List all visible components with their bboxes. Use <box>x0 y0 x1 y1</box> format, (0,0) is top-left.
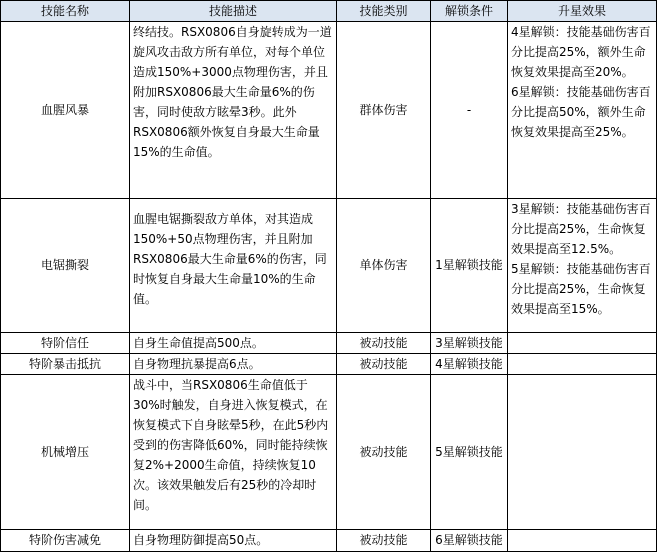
upgrade-text: 5星解锁：技能基础伤害百分比提高25%，生命恢复效果提高至15%。 <box>511 262 651 317</box>
star-upgrade <box>508 529 657 551</box>
table-row <box>1 529 657 551</box>
star-upgrade <box>508 353 657 374</box>
star-upgrade <box>508 199 657 332</box>
skill-category: 被动技能 <box>337 529 431 551</box>
table-row <box>1 22 657 199</box>
table-row <box>1 332 657 353</box>
table-row <box>1 199 657 332</box>
star-upgrade <box>508 332 657 353</box>
header-row <box>1 1 657 22</box>
skill-name: 机械增压 <box>1 374 130 529</box>
upgrade-text: 3星解锁：技能基础伤害百分比提高25%，生命恢复效果提高至12.5%。 <box>511 202 651 257</box>
skill-category: 群体伤害 <box>337 22 431 199</box>
skill-name: 电锯撕裂 <box>1 199 130 332</box>
skill-category: 被动技能 <box>337 353 431 374</box>
skill-name: 特阶暴击抵抗 <box>1 353 130 374</box>
header-skill-category: 技能类别 <box>337 1 431 22</box>
header-unlock-condition: 解锁条件 <box>431 1 508 22</box>
skill-category: 单体伤害 <box>337 199 431 332</box>
upgrade-text: 6星解锁：技能基础伤害百分比提高50%，额外生命恢复效果提高至25%。 <box>511 85 651 139</box>
skill-description: 终结技。RSX0806自身旋转成为一道旋风攻击敌方所有单位，对每个单位造成150%+3000点物理伤害，并且附加RSX0806最大生命量6%的伤害，同时使敌方眩晕3秒。此外RSX0806额外恢复自身最大生命量15%的生命值。 <box>130 22 337 199</box>
star-upgrade <box>508 374 657 529</box>
unlock-condition: 6星解锁技能 <box>431 529 508 551</box>
skill-name: 特阶信任 <box>1 332 130 353</box>
skill-description: 战斗中，当RSX0806生命值低于30%时触发，自身进入恢复模式，在恢复模式下自身眩晕5秒，在此5秒内受到的伤害降低60%，同时能持续恢复2%+2000生命值，持续恢复10次。该效果触发后有25秒的冷却时间。 <box>130 374 337 529</box>
unlock-condition: - <box>431 22 508 199</box>
star-upgrade <box>508 22 657 199</box>
skill-name: 特阶伤害减免 <box>1 529 130 551</box>
table-row <box>1 374 657 529</box>
skill-description: 自身物理抗暴提高6点。 <box>130 353 337 374</box>
skill-name: 血腥风暴 <box>1 22 130 199</box>
table-row <box>1 353 657 374</box>
skill-category: 被动技能 <box>337 374 431 529</box>
skill-description: 血腥电锯撕裂敌方单体，对其造成150%+50点物理伤害，并且附加RSX0806最大生命量6%的伤害，同时恢复自身最大生命量10%的生命值。 <box>130 199 337 332</box>
unlock-condition: 5星解锁技能 <box>431 374 508 529</box>
header-star-upgrade: 升星效果 <box>508 1 657 22</box>
skill-category: 被动技能 <box>337 332 431 353</box>
skill-description: 自身物理防御提高50点。 <box>130 529 337 551</box>
header-skill-description: 技能描述 <box>130 1 337 22</box>
header-skill-name: 技能名称 <box>1 1 130 22</box>
unlock-condition: 1星解锁技能 <box>431 199 508 332</box>
upgrade-text: 4星解锁：技能基础伤害百分比提高25%，额外生命恢复效果提高至20%。 <box>511 25 651 79</box>
unlock-condition: 3星解锁技能 <box>431 332 508 353</box>
unlock-condition: 4星解锁技能 <box>431 353 508 374</box>
skill-description: 自身生命值提高500点。 <box>130 332 337 353</box>
